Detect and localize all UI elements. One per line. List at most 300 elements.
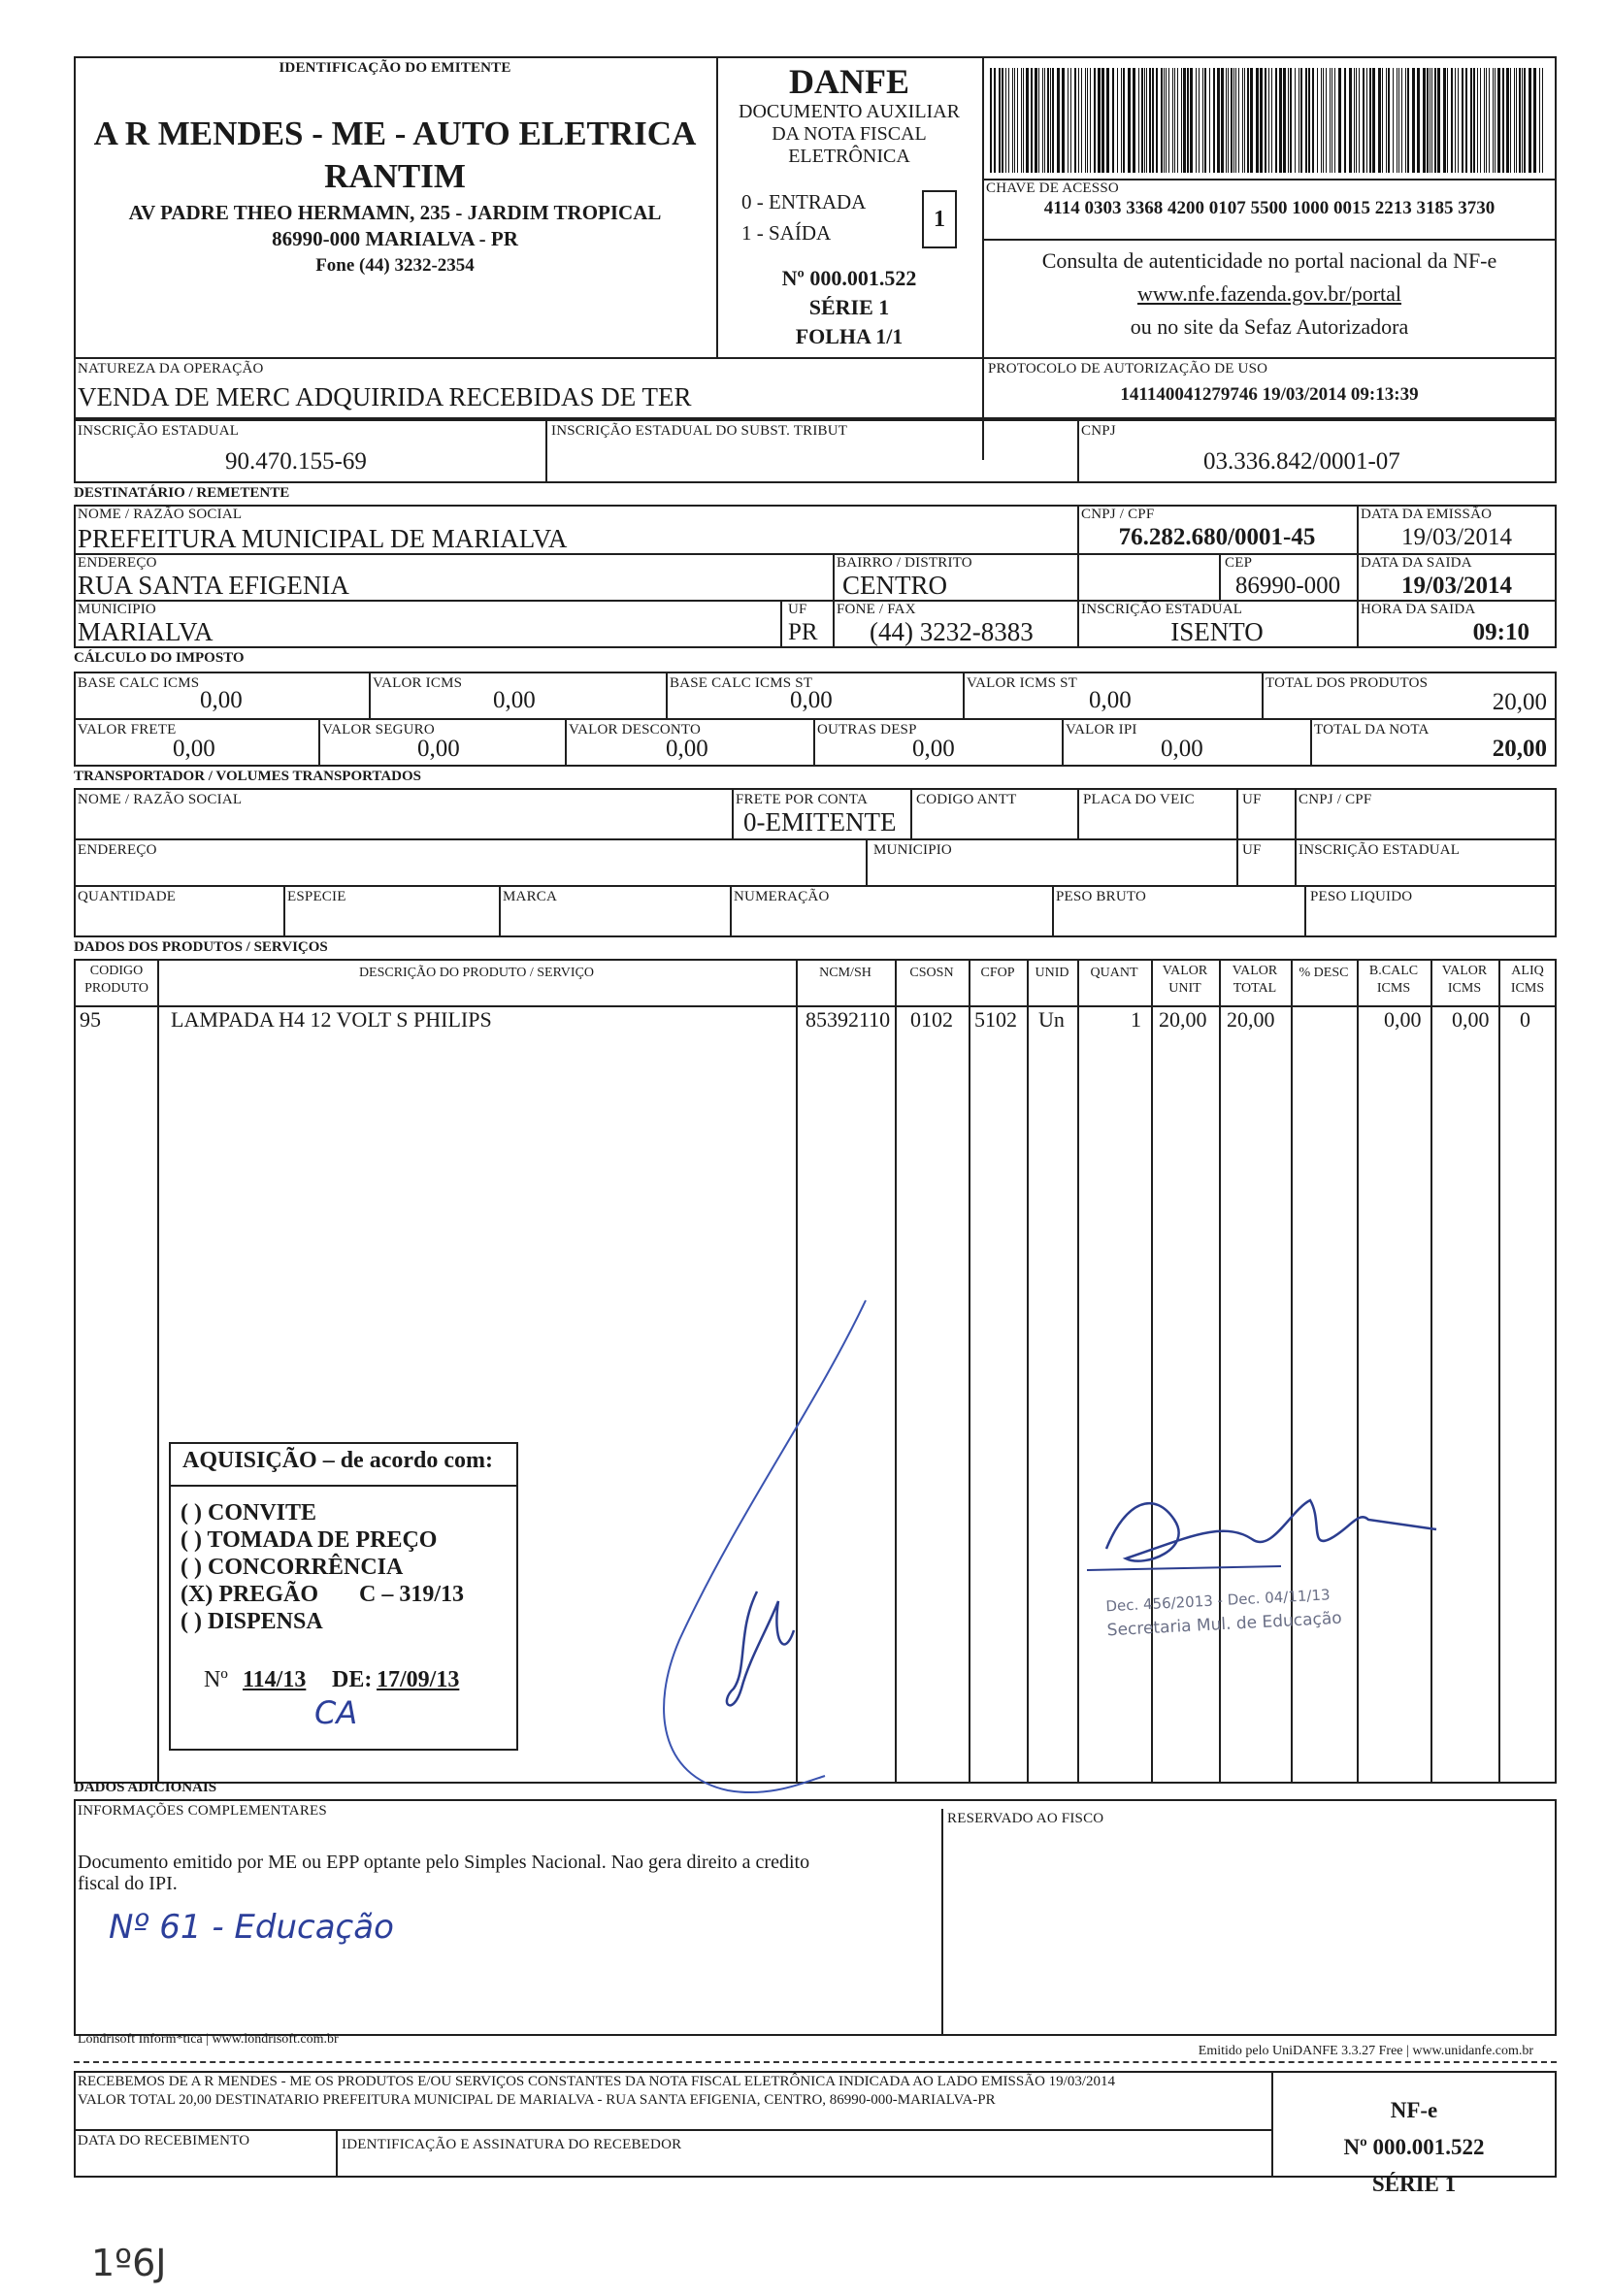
dest-saida-label: DATA DA SAIDA — [1361, 555, 1472, 571]
barcode-bar — [1524, 68, 1526, 173]
transp-peso-bruto-label: PESO BRUTO — [1056, 889, 1146, 904]
th-valor-total: VALOR TOTAL — [1232, 964, 1278, 996]
barcode-bar — [1330, 68, 1331, 173]
imp-div-3 — [963, 672, 965, 718]
transp-uf2-label: UF — [1242, 842, 1262, 858]
emitente-address-line1: AV PADRE THEO HERMAMN, 235 - JARDIM TROPICAL — [128, 201, 662, 224]
barcode-bar — [1172, 68, 1173, 173]
imp-div-2 — [666, 672, 668, 718]
aquisicao-title-underline — [171, 1485, 516, 1487]
barcode-bar — [1510, 68, 1511, 173]
aquisicao-numero: 114/13 — [243, 1667, 307, 1692]
ipi-value: 0,00 — [1161, 736, 1203, 762]
barcode-bar — [1443, 68, 1446, 173]
canhoto-row-line — [74, 2129, 1271, 2131]
dest-cnpj-label: CNPJ / CPF — [1081, 507, 1155, 522]
barcode-bar — [1455, 68, 1456, 173]
ie-divider-2 — [1077, 419, 1079, 483]
dest-ie-value: ISENTO — [1170, 617, 1264, 646]
produtos-section-label: DADOS DOS PRODUTOS / SERVIÇOS — [74, 939, 328, 955]
barcode-bar — [1094, 68, 1096, 173]
barcode-bar — [1401, 68, 1402, 173]
barcode-bar — [1146, 68, 1147, 173]
transp-marca-label: MARCA — [503, 889, 558, 904]
fisco-label: RESERVADO AO FISCO — [947, 1811, 1104, 1826]
ie-st-label: INSCRIÇÃO ESTADUAL DO SUBST. TRIBUT — [551, 423, 848, 439]
emitente-phone: Fone (44) 3232-2354 — [315, 255, 475, 276]
danfe-block — [716, 62, 982, 168]
barcode-bar — [1431, 68, 1432, 173]
dest-nome-label: NOME / RAZÃO SOCIAL — [78, 507, 243, 522]
barcode-bar — [1152, 68, 1154, 173]
barcode-bar — [1085, 68, 1086, 173]
dest-nome-value: PREFEITURA MUNICIPAL DE MARIALVA — [78, 524, 568, 553]
barcode-bar — [1202, 68, 1203, 173]
barcode-bar — [1196, 68, 1197, 173]
cell-valor-unit: 20,00 — [1159, 1007, 1207, 1032]
barcode-bar — [1268, 68, 1269, 173]
barcode-bar — [1106, 68, 1109, 173]
barcode-bar — [1354, 68, 1355, 173]
chave-value: 4114 0303 3368 4200 0107 5500 1000 0015 2213 3185 3730 — [1043, 198, 1496, 218]
transp-numeracao-label: NUMERAÇÃO — [734, 889, 830, 904]
barcode-bar — [1323, 68, 1324, 173]
dest-hora-value: 09:10 — [1472, 619, 1529, 645]
dest-emissao-label: DATA DA EMISSÃO — [1361, 507, 1493, 522]
barcode-bar — [1068, 68, 1069, 173]
dest-emissao-value: 19/03/2014 — [1401, 524, 1512, 550]
barcode-bar — [1447, 68, 1448, 173]
transp-row-line-2 — [74, 885, 1557, 887]
aquisicao-tomada: ( ) TOMADA DE PREÇO — [181, 1527, 438, 1553]
canhoto-serie: SÉRIE 1 — [1371, 2172, 1457, 2196]
emitente-name — [74, 113, 716, 198]
barcode-bar — [1199, 68, 1200, 173]
th-quant: QUANT — [1090, 966, 1138, 980]
canhoto-data-label: DATA DO RECEBIMENTO — [78, 2133, 250, 2148]
barcode-bar — [1502, 68, 1504, 173]
barcode-bar — [1369, 68, 1371, 173]
barcode-bar — [1434, 68, 1436, 173]
barcode-bar — [1226, 68, 1227, 173]
total-produtos-label: TOTAL DOS PRODUTOS — [1266, 675, 1429, 691]
danfe-saida: 1 - SAÍDA — [741, 221, 832, 245]
base-icms-value: 0,00 — [200, 687, 243, 713]
consulta-line2: ou no site da Sefaz Autorizadora — [1130, 314, 1409, 339]
barcode-bar — [1221, 68, 1224, 173]
barcode-bar — [1047, 68, 1049, 173]
barcode-bar — [1462, 68, 1463, 173]
valor-st-label: VALOR ICMS ST — [967, 675, 1078, 691]
transp-div-q3 — [730, 885, 732, 937]
barcode-bar — [1539, 68, 1540, 173]
barcode-bar — [1074, 68, 1076, 173]
prod-col-div-7 — [1151, 959, 1153, 1784]
imp-div-6 — [565, 718, 567, 767]
barcode-bar — [1141, 68, 1143, 173]
total-produtos-value: 20,00 — [1492, 689, 1547, 715]
transp-div-uf — [1236, 788, 1238, 885]
aquisicao-initials: CA — [314, 1694, 358, 1731]
prod-col-div-8 — [1219, 959, 1221, 1784]
emitente-name-line2: RANTIM — [324, 157, 466, 195]
protocolo-label: PROTOCOLO DE AUTORIZAÇÃO DE USO — [988, 361, 1268, 377]
barcode-bar — [1486, 68, 1487, 173]
barcode-bar — [1437, 68, 1440, 173]
desconto-value: 0,00 — [666, 736, 708, 762]
transp-div-q1 — [283, 885, 285, 937]
aquisicao-pregao-ref: C – 319/13 — [359, 1582, 464, 1607]
barcode-bar — [1279, 68, 1282, 173]
barcode-bar — [1247, 68, 1249, 173]
barcode-bar — [1489, 68, 1490, 173]
barcode-bar — [1519, 68, 1521, 173]
transp-endereco-label: ENDEREÇO — [78, 842, 157, 858]
barcode-bar — [1168, 68, 1169, 173]
danfe-tipo-box — [922, 190, 957, 248]
base-icms-label: BASE CALC ICMS — [78, 675, 200, 691]
barcode-bar — [1529, 68, 1531, 173]
barcode-bar — [1495, 68, 1496, 173]
barcode-bar — [1283, 68, 1286, 173]
prod-col-div-10 — [1357, 959, 1359, 1784]
th-csosn: CSOSN — [909, 966, 954, 980]
danfe-tipo-value: 1 — [934, 207, 945, 232]
barcode-bar — [1300, 68, 1302, 173]
dest-uf-label: UF — [788, 602, 807, 617]
barcode-bar — [1470, 68, 1472, 173]
aquisicao-stamp — [169, 1442, 518, 1751]
barcode-bar — [1522, 68, 1523, 173]
cell-valor-icms: 0,00 — [1452, 1007, 1490, 1032]
barcode-bar — [1087, 68, 1088, 173]
transp-div-antt — [910, 788, 912, 838]
destinatario-section-label: DESTINATÁRIO / REMETENTE — [74, 485, 290, 501]
danfe-subtitle-3: ELETRÔNICA — [788, 146, 910, 167]
ie-value: 90.470.155-69 — [225, 448, 367, 475]
barcode-bar — [1209, 68, 1210, 173]
transp-div-cnpj — [1295, 788, 1297, 885]
danfe-serie: SÉRIE 1 — [808, 295, 890, 319]
barcode-bar — [1174, 68, 1175, 173]
barcode-bar — [1098, 68, 1101, 173]
barcode-bar — [1321, 68, 1322, 173]
canhoto-nfe: NF-e — [1390, 2098, 1438, 2122]
barcode-bar — [1042, 68, 1043, 173]
total-nota-value: 20,00 — [1492, 736, 1547, 762]
stamp-line2: Secretaria Mul. de Educação — [1106, 1608, 1343, 1641]
barcode-bar — [1423, 68, 1426, 173]
transp-div-mun — [866, 838, 868, 885]
base-st-value: 0,00 — [790, 687, 833, 713]
aquisicao-numero-prefix: Nº — [204, 1667, 228, 1692]
dest-cep-label: CEP — [1225, 555, 1253, 571]
barcode-bar — [1514, 68, 1515, 173]
imp-div-7 — [813, 718, 815, 767]
prod-col-div-9 — [1291, 959, 1293, 1784]
ie-label: INSCRIÇÃO ESTADUAL — [78, 423, 240, 439]
chave-label: CHAVE DE ACESSO — [986, 180, 1119, 196]
barcode-bar — [1407, 68, 1409, 173]
consulta-url[interactable]: www.nfe.fazenda.gov.br/portal — [1136, 281, 1402, 306]
dest-fone-value: (44) 3232-8383 — [870, 617, 1034, 646]
barcode-bar — [1312, 68, 1314, 173]
barcode-bar — [1017, 68, 1018, 173]
barcode-bar — [1128, 68, 1131, 173]
barcode-bar — [1023, 68, 1024, 173]
cell-csosn: 0102 — [910, 1007, 953, 1032]
barcode-bar — [1308, 68, 1310, 173]
aquisicao-pregao: (X) PREGÃO — [181, 1582, 318, 1607]
barcode-bar — [1181, 68, 1182, 173]
cnpj-emitente-label: CNPJ — [1081, 423, 1116, 439]
barcode-bar — [1021, 68, 1022, 173]
prod-col-div-4 — [969, 959, 970, 1784]
danfe-numero-block — [716, 264, 982, 351]
page-mark: 1º6J — [91, 2242, 167, 2284]
imposto-section-label: CÁLCULO DO IMPOSTO — [74, 650, 245, 666]
barcode-bar — [994, 68, 996, 173]
barcode-bar — [1477, 68, 1478, 173]
dest-uf-value: PR — [788, 619, 818, 645]
barcode-bar — [1378, 68, 1381, 173]
th-descricao: DESCRIÇÃO DO PRODUTO / SERVIÇO — [358, 966, 595, 980]
barcode-bar — [1204, 68, 1206, 173]
transp-especie-label: ESPECIE — [287, 889, 346, 904]
barcode-bar — [1038, 68, 1039, 173]
barcode-bar — [1242, 68, 1243, 173]
barcode-bar — [1260, 68, 1263, 173]
ipi-label: VALOR IPI — [1066, 722, 1137, 738]
signature-right — [1068, 1481, 1456, 1597]
frete-value: 0,00 — [173, 736, 215, 762]
th-bc-icms: B.CALC ICMS — [1368, 964, 1419, 996]
barcode-bar — [1417, 68, 1420, 173]
valor-icms-value: 0,00 — [493, 687, 536, 713]
barcode-bar — [1326, 68, 1327, 173]
transp-div-q2 — [499, 885, 501, 937]
transp-div-q4 — [1052, 885, 1054, 937]
aquisicao-data-prefix: DE: — [332, 1667, 373, 1692]
barcode-bar — [1187, 68, 1189, 173]
barcode-bar — [1473, 68, 1475, 173]
barcode-bar — [1480, 68, 1481, 173]
barcode-bar — [1101, 68, 1104, 173]
barcode-bar — [1244, 68, 1245, 173]
barcode-bar — [1458, 68, 1459, 173]
transp-row-line-1 — [74, 838, 1557, 840]
barcode-bar — [1344, 68, 1346, 173]
imp-div-8 — [1062, 718, 1064, 767]
barcode-bar — [1359, 68, 1360, 173]
barcode-bar — [1349, 68, 1352, 173]
cnpj-emitente-value: 03.336.842/0001-07 — [1203, 448, 1400, 475]
barcode-bar — [1334, 68, 1335, 173]
emitente-address — [74, 200, 716, 279]
barcode-bar — [1516, 68, 1517, 173]
barcode-bar — [1386, 68, 1387, 173]
canhoto-assinatura-label: IDENTIFICAÇÃO E ASSINATURA DO RECEBEDOR — [342, 2137, 682, 2152]
danfe-subtitle-2: DA NOTA FISCAL — [772, 123, 927, 145]
barcode-bar — [1070, 68, 1071, 173]
imp-div-1 — [369, 672, 371, 718]
danfe-numero: Nº 000.001.522 — [781, 266, 917, 290]
barcode-bar — [1542, 68, 1543, 173]
barcode-bar — [1164, 68, 1165, 173]
emitente-name-line1: A R MENDES - ME - AUTO ELETRICA — [93, 115, 697, 152]
imposto-row-line — [74, 718, 1557, 720]
dest-div-bairro — [833, 553, 835, 648]
transp-div-placa — [1077, 788, 1079, 838]
barcode-bar — [1382, 68, 1383, 173]
dest-municipio-label: MUNICIPIO — [78, 602, 156, 617]
dest-endereco-label: ENDEREÇO — [78, 555, 157, 571]
canhoto-line2: VALOR TOTAL 20,00 DESTINATARIO PREFEITURA MUNICIPAL DE MARIALVA - RUA SANTA EFIGENIA, CENTRO, 86990-000-MARIALVA-PR — [78, 2092, 996, 2108]
danfe-subtitle-1: DOCUMENTO AUXILIAR — [739, 101, 960, 122]
barcode-bar — [1014, 68, 1015, 173]
chave-bottom-line — [982, 239, 1557, 241]
cell-bc-icms: 0,00 — [1384, 1007, 1422, 1032]
protocolo-value: 141140041279746 19/03/2014 09:13:39 — [1120, 384, 1419, 405]
barcode-bar — [1062, 68, 1065, 173]
barcode-bar — [1133, 68, 1135, 173]
barcode-bar — [1057, 68, 1060, 173]
barcode-bar — [1465, 68, 1467, 173]
cell-unid: Un — [1038, 1007, 1065, 1032]
prod-col-div-5 — [1027, 959, 1029, 1784]
barcode-bar — [1235, 68, 1236, 173]
barcode-bar — [1117, 68, 1118, 173]
aquisicao-convite: ( ) CONVITE — [181, 1500, 317, 1525]
consulta-line1: Consulta de autenticidade no portal nacional da NF-e — [1041, 248, 1497, 273]
transp-nome-label: NOME / RAZÃO SOCIAL — [78, 792, 243, 807]
dest-div-uf — [780, 600, 782, 648]
barcode-bar — [1123, 68, 1125, 173]
frete-label: VALOR FRETE — [78, 722, 177, 738]
canhoto-nfe-block — [1271, 2092, 1557, 2203]
ie-divider-1 — [545, 419, 547, 483]
barcode-bar — [1271, 68, 1272, 173]
barcode-bar — [1052, 68, 1054, 173]
th-unid: UNID — [1035, 966, 1069, 980]
dest-bairro-label: BAIRRO / DISTRITO — [837, 555, 972, 571]
barcode-bar — [1149, 68, 1151, 173]
canhoto-div-data — [336, 2129, 338, 2178]
outras-value: 0,00 — [912, 736, 955, 762]
dest-fone-label: FONE / FAX — [837, 602, 916, 617]
cell-ncm: 85392110 — [806, 1007, 891, 1032]
danfe-entrada: 0 - ENTRADA — [741, 190, 867, 213]
transp-uf-label: UF — [1242, 792, 1262, 807]
barcode-bar — [1177, 68, 1178, 173]
cell-descricao: LAMPADA H4 12 VOLT S PHILIPS — [171, 1007, 492, 1032]
dest-cep-value: 86990-000 — [1234, 573, 1341, 599]
cell-codigo: 95 — [80, 1007, 101, 1032]
barcode-bar — [1138, 68, 1139, 173]
barcode-bar — [1290, 68, 1292, 173]
barcode-bar — [1372, 68, 1375, 173]
cut-line — [74, 2061, 1557, 2063]
barcode-bar — [1265, 68, 1266, 173]
barcode-bar — [1398, 68, 1399, 173]
canhoto-line1: RECEBEMOS DE A R MENDES - ME OS PRODUTOS E/OU SERVIÇOS CONSTANTES DA NOTA FISCAL ELETRÔNICA INDICADA AO LADO EMISSÃO 19/03/2014 — [78, 2074, 1115, 2089]
barcode-bar — [1213, 68, 1215, 173]
imp-div-9 — [1310, 718, 1312, 767]
barcode-bar — [1412, 68, 1415, 173]
barcode-bar — [1305, 68, 1307, 173]
barcode-bar — [1231, 68, 1233, 173]
barcode-bar — [1031, 68, 1033, 173]
info-text — [78, 1852, 809, 1894]
barcode-bar — [1338, 68, 1341, 173]
barcode-bar — [1295, 68, 1296, 173]
emitente-address-line2: 86990-000 MARIALVA - PR — [272, 227, 518, 250]
th-ncm: NCM/SH — [819, 966, 871, 980]
barcode-bar — [1090, 68, 1091, 173]
info-line2: fiscal do IPI. — [78, 1873, 178, 1894]
transp-peso-liquido-label: PESO LIQUIDO — [1310, 889, 1413, 904]
barcode-bar — [1081, 68, 1082, 173]
barcode-bar — [1250, 68, 1253, 173]
barcode-bar — [1217, 68, 1220, 173]
imp-div-5 — [318, 718, 320, 767]
barcode-bar — [1112, 68, 1114, 173]
barcode-bar — [1427, 68, 1429, 173]
barcode-bar — [1012, 68, 1013, 173]
transp-antt-label: CODIGO ANTT — [916, 792, 1017, 807]
th-codigo: CODIGO PRODUTO — [84, 964, 148, 996]
aquisicao-data: 17/09/13 — [377, 1667, 460, 1692]
th-valor-unit: VALOR UNIT — [1162, 964, 1208, 996]
barcode-bar — [1144, 68, 1145, 173]
aquisicao-concorrencia: ( ) CONCORRÊNCIA — [181, 1555, 404, 1580]
seguro-label: VALOR SEGURO — [322, 722, 435, 738]
dest-saida-value: 19/03/2014 — [1401, 573, 1512, 599]
adicionais-section-label: DADOS ADICIONAIS — [74, 1780, 217, 1795]
barcode-bar — [1161, 68, 1163, 173]
th-cfop: CFOP — [980, 966, 1015, 980]
barcode — [990, 68, 1549, 173]
transportador-section-label: TRANSPORTADOR / VOLUMES TRANSPORTADOS — [74, 769, 422, 784]
barcode-bar — [1451, 68, 1453, 173]
barcode-bar — [1050, 68, 1051, 173]
barcode-bar — [1393, 68, 1394, 173]
cell-cfop: 5102 — [974, 1007, 1017, 1032]
natureza-value: VENDA DE MERC ADQUIRIDA RECEBIDAS DE TER — [78, 382, 692, 411]
cell-valor-total: 20,00 — [1227, 1007, 1275, 1032]
canhoto-numero: Nº 000.001.522 — [1343, 2135, 1485, 2159]
barcode-bar — [1044, 68, 1045, 173]
barcode-bar — [1256, 68, 1259, 173]
transp-municipio-label: MUNICIPIO — [873, 842, 952, 858]
signature-left — [641, 1262, 893, 1805]
transp-frete-label: FRETE POR CONTA — [736, 792, 868, 807]
imp-div-4 — [1262, 672, 1264, 718]
handwritten-note: Nº 61 - Educação — [109, 1908, 394, 1947]
barcode-bar — [1035, 68, 1037, 173]
prod-col-div-3 — [895, 959, 897, 1784]
barcode-bar — [1506, 68, 1509, 173]
cell-quant: 1 — [1131, 1007, 1141, 1032]
barcode-bar — [1356, 68, 1357, 173]
danfe-title: DANFE — [789, 62, 909, 101]
emitente-section-label: IDENTIFICAÇÃO DO EMITENTE — [279, 60, 511, 76]
consulta-block — [982, 245, 1557, 344]
barcode-bar — [1026, 68, 1029, 173]
transp-div-frete — [732, 788, 734, 838]
barcode-bar — [1484, 68, 1485, 173]
desconto-label: VALOR DESCONTO — [569, 722, 702, 738]
